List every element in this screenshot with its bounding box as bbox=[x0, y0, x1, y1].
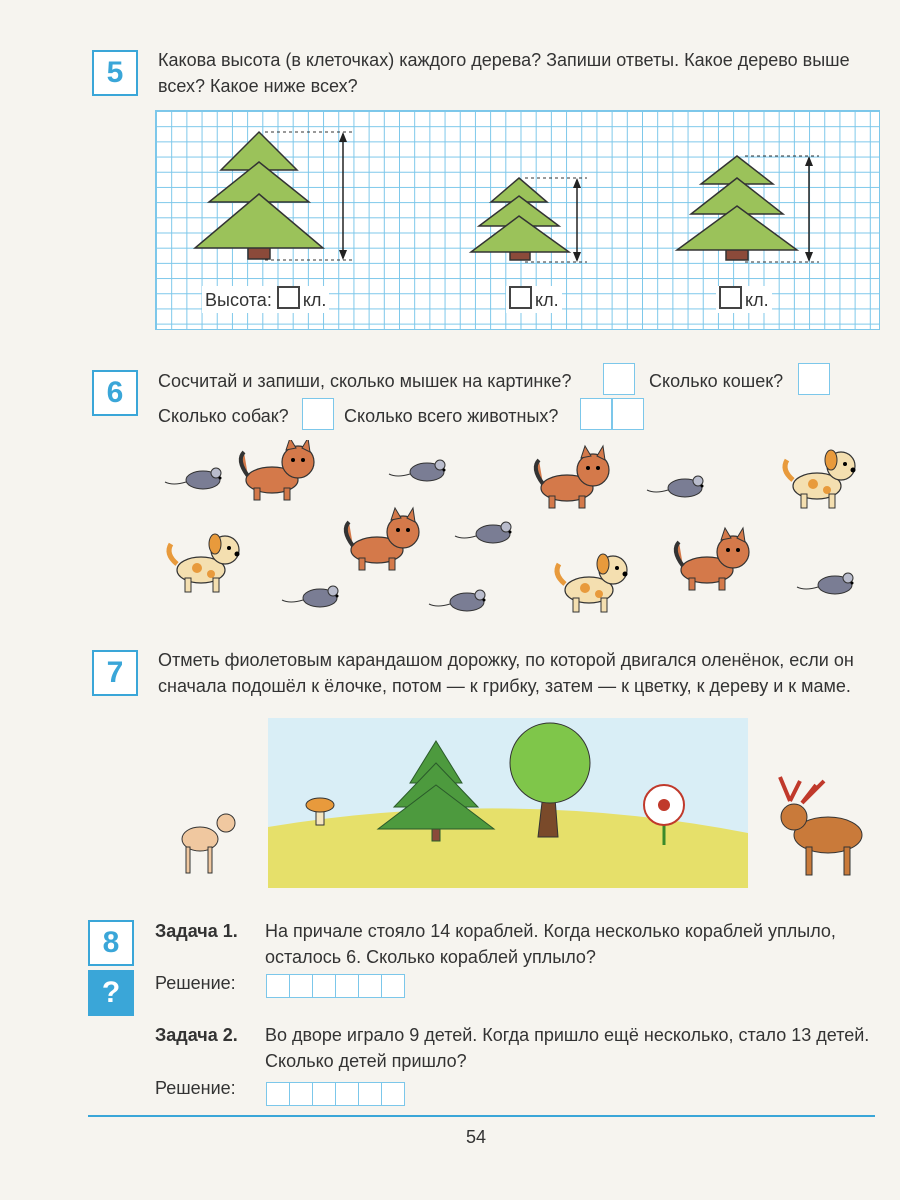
solution-1-cells[interactable] bbox=[266, 974, 404, 998]
task-7-text: Отметь фиолетовым карандашом дорожку, по которой двигался оленёнок, если он сначала подошёл к ёлочке, потом — к грибку, затем — к цветку, к дереву и к маме. bbox=[158, 650, 854, 696]
cat-2 bbox=[536, 446, 609, 508]
page-number: 54 bbox=[466, 1127, 487, 1147]
mouse-1 bbox=[165, 468, 222, 489]
cat-1 bbox=[241, 440, 314, 500]
total-answer-box-1[interactable] bbox=[580, 398, 612, 430]
solution-2-cells[interactable] bbox=[266, 1082, 404, 1106]
unit-label: кл. bbox=[302, 290, 327, 310]
dog-1 bbox=[785, 450, 856, 508]
question-badge bbox=[88, 970, 134, 1016]
task-number: 5 bbox=[106, 56, 124, 89]
mice-answer-box[interactable] bbox=[603, 363, 635, 395]
cats-answer-box[interactable] bbox=[798, 363, 830, 395]
task-8-badge bbox=[88, 920, 134, 966]
tree-1-answer-box[interactable] bbox=[277, 286, 300, 309]
tree-2-answer-box[interactable] bbox=[509, 286, 532, 309]
task-5-text: Какова высота (в клеточках) каждого дерева? Запиши ответы. Какое дерево выше всех? Какое ниже всех? bbox=[158, 50, 850, 96]
tree-3-height bbox=[716, 286, 772, 313]
task-6-badge bbox=[92, 370, 138, 416]
dog-2 bbox=[169, 534, 240, 592]
forest-path-picture bbox=[160, 715, 880, 890]
task-number: 7 bbox=[106, 656, 124, 689]
deer-mother bbox=[780, 777, 862, 875]
fawn bbox=[182, 814, 235, 873]
animals-picture bbox=[155, 440, 875, 620]
tree-3-answer-box[interactable] bbox=[719, 286, 742, 309]
cat-4 bbox=[676, 528, 749, 590]
task-5-badge bbox=[92, 50, 138, 96]
dogs-answer-box[interactable] bbox=[302, 398, 334, 430]
tree-2 bbox=[471, 178, 569, 260]
footer-line bbox=[88, 1115, 875, 1117]
total-answer-box-2[interactable] bbox=[612, 398, 644, 430]
tree-2-height bbox=[506, 286, 562, 313]
question-mark: ? bbox=[101, 976, 121, 1009]
tree-1-height bbox=[202, 286, 329, 313]
task-number: 6 bbox=[106, 376, 124, 409]
solution-1-label: Решение: bbox=[155, 973, 236, 993]
mouse-2 bbox=[389, 460, 446, 481]
mouse-5 bbox=[282, 586, 339, 607]
mouse-3 bbox=[647, 476, 704, 497]
tree-1 bbox=[195, 132, 323, 259]
mouse-4 bbox=[455, 522, 512, 543]
problem-1-text: На причале стояло 14 кораблей. Когда несколько кораблей уплыло, осталось 6. Сколько кораблей уплыло? bbox=[265, 921, 836, 967]
problem-1-label: Задача 1. bbox=[155, 921, 238, 941]
problem-2-text: Во дворе играло 9 детей. Когда пришло ещё несколько, стало 13 детей. Сколько детей пришло? bbox=[265, 1025, 870, 1071]
mouse-6 bbox=[429, 590, 486, 611]
task-7-badge bbox=[92, 650, 138, 696]
dog-3 bbox=[557, 554, 628, 612]
question-mice: Сосчитай и запиши, сколько мышек на картинке? bbox=[158, 371, 572, 391]
question-cats: Сколько кошек? bbox=[649, 371, 784, 391]
problem-2-label: Задача 2. bbox=[155, 1025, 238, 1045]
mouse-7 bbox=[797, 573, 854, 594]
unit-label: кл. bbox=[745, 290, 769, 310]
task-number: 8 bbox=[102, 926, 120, 959]
unit-label: кл. bbox=[535, 290, 559, 310]
height-label: Высота: bbox=[205, 290, 272, 310]
question-dogs: Сколько собак? bbox=[158, 406, 289, 426]
cat-3 bbox=[346, 508, 419, 570]
tree-3 bbox=[677, 156, 797, 260]
question-total: Сколько всего животных? bbox=[344, 406, 559, 426]
solution-2-label: Решение: bbox=[155, 1078, 236, 1098]
